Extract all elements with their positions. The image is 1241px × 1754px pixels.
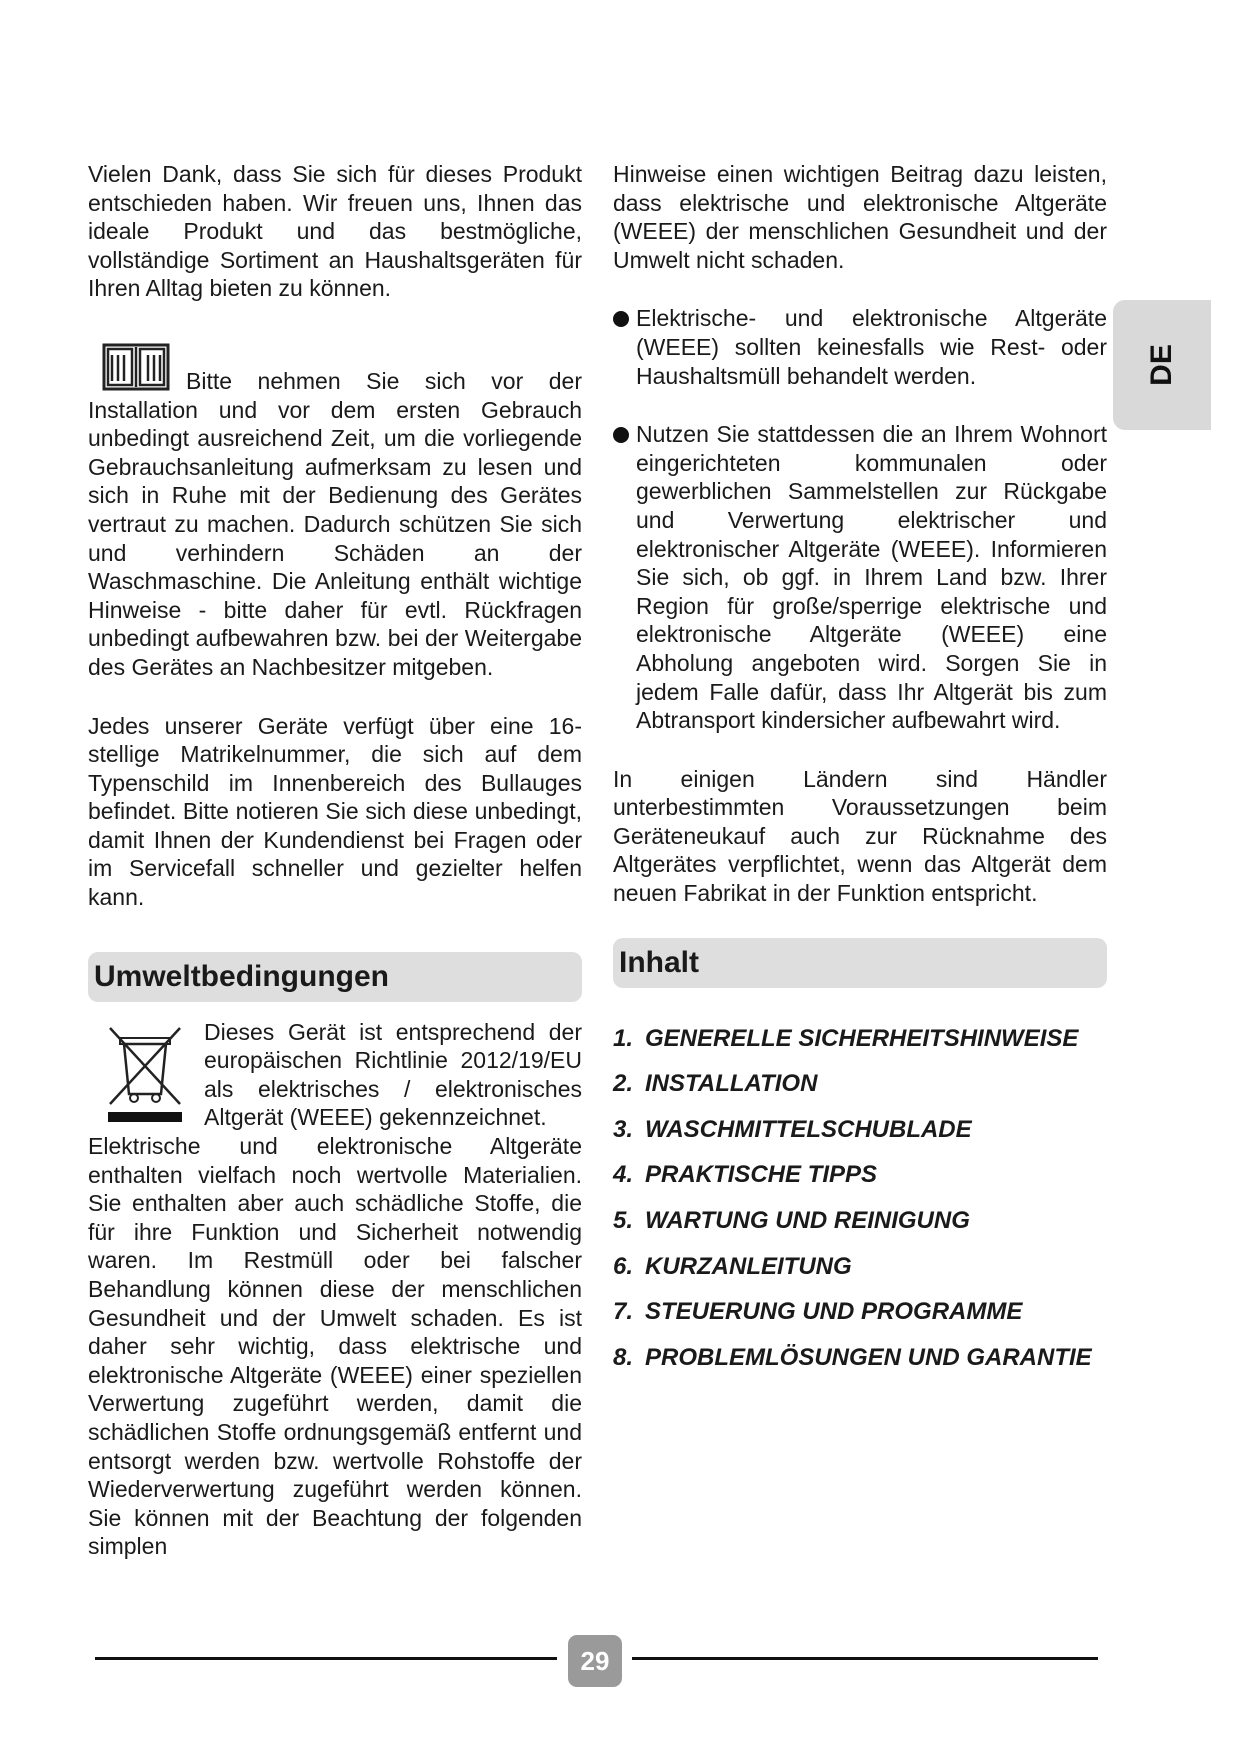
bullet-dot-icon <box>613 311 629 327</box>
table-of-contents <box>613 1016 1107 1381</box>
bullet-item <box>613 420 1107 735</box>
bullet-dot-icon <box>613 427 629 443</box>
toc-item[interactable]: 2. INSTALLATION <box>613 1070 818 1098</box>
page-number: 29 <box>568 1635 622 1687</box>
intro-paragraph-1: Vielen Dank, dass Sie sich für dieses Produkt entschieden haben. Wir freuen uns, Ihnen das ideale Produkt und das bestmögliche, vollständige Sortiment an Haushaltsgeräten für Ihren Alltag bieten zu können. <box>88 161 582 302</box>
toc-item[interactable]: 1. GENERELLE SICHERHEITSHINWEISE <box>613 1024 1079 1052</box>
toc-item[interactable]: 4. PRAKTISCHE TIPPS <box>613 1161 878 1189</box>
right-column <box>613 160 1107 1380</box>
footer-rule-right <box>632 1657 1098 1660</box>
weee-paragraph: Dieses Gerät ist entsprechend der europäischen Richtlinie 2012/19/EU als elektrisches / elektronisches Altgerät (WEEE) gekennzeichnet. <box>204 1018 582 1131</box>
open-book-icon <box>100 335 172 393</box>
toc-item[interactable]: 5. WARTUNG UND REINIGUNG <box>613 1207 970 1235</box>
manual-notice <box>88 333 582 682</box>
toc-item[interactable]: 3. WASCHMITTELSCHUBLADE <box>613 1115 972 1143</box>
intro-paragraph-3: Jedes unserer Geräte verfügt über eine 16-stellige Matrikelnummer, die sich auf dem Typenschild im Innenbereich des Bullauges befindet. Bitte notieren Sie sich diese unbedingt, damit Ihnen der Kundendienst bei Fragen oder im Servicefall schneller und gezielter helfen kann. <box>88 712 582 911</box>
dealer-paragraph: In einigen Ländern sind Händler unterbestimmten Voraussetzungen beim Geräteneukauf auch zur Rücknahme des Altgerätes verpflichtet, wenn das Altgerät dem neuen Fabrikat in der Funktion entspricht. <box>613 765 1107 907</box>
weee-notice <box>88 1018 582 1132</box>
footer-rule-left <box>95 1657 557 1660</box>
environment-heading: Umweltbedingungen <box>88 952 582 1002</box>
bullet-text-1: Elektrische- und elektronische Altgeräte (WEEE) sollten keinesfalls wie Rest- oder Haushaltsmüll behandelt werden. <box>636 305 1107 389</box>
toc-item[interactable]: 6. KURZANLEITUNG <box>613 1252 852 1280</box>
toc-item[interactable]: 8. PROBLEMLÖSUNGEN UND GARANTIE <box>613 1343 1092 1371</box>
continued-paragraph: Hinweise einen wichtigen Beitrag dazu leisten, dass elektrische und elektronische Altgeräte (WEEE) der menschlichen Gesundheit und der Umwelt nicht schaden. <box>613 161 1107 273</box>
bullet-item <box>613 304 1107 390</box>
toc-item[interactable]: 7. STEUERUNG UND PROGRAMME <box>613 1298 1023 1326</box>
contents-heading: Inhalt <box>613 938 1107 988</box>
crossed-bin-icon <box>106 1024 184 1122</box>
environment-paragraph: Elektrische und elektronische Altgeräte enthalten vielfach noch wertvolle Materialien. Sie enthalten aber auch schädliche Stoffe, die für ihre Funktion und Sicherheit notwendig waren. Im Restmüll oder bei falscher Behandlung können diese der menschlichen Gesundheit und der Umwelt schaden. Es ist daher sehr wichtig, dass elektrische und elektronische Altgeräte (WEEE) einer speziellen Verwertung zugeführt werden, damit die schädlichen Stoffe ordnungsgemäß entfernt und entsorgt werden bzw. wertvolle Rohstoffe der Wiederverwertung zugeführt werden können. Sie können mit der Beachtung der folgenden simplen <box>88 1133 582 1560</box>
left-column <box>88 160 582 1561</box>
intro-paragraph-2: Bitte nehmen Sie sich vor der Installation und vor dem ersten Gebrauch unbedingt ausreichend Zeit, um die vorliegende Gebrauchsanleitung aufmerksam zu lesen und sich in Ruhe mit der Bedienung des Gerätes vertraut zu machen. Dadurch schützen Sie sich und verhindern Schäden an der Waschmaschine. Die Anleitung enthält wichtige Hinweise - bitte daher für evtl. Rückfragen unbedingt aufbewahren bzw. bei der Weitergabe des Gerätes an Nachbesitzer mitgeben. <box>88 367 582 680</box>
language-label: DE <box>1145 344 1178 386</box>
bullet-text-2: Nutzen Sie stattdessen die an Ihrem Wohnort eingerichteten kommunalen oder gewerblichen Sammelstellen zur Rückgabe und Verwertung elektrischer und elektronischer Altgeräte (WEEE). Informieren Sie sich, ob ggf. in Ihrem Land bzw. Ihrer Region für große/sperrige elektrische und elektronische Altgeräte (WEEE) eine Abholung angeboten wird. Sorgen Sie in jedem Falle dafür, dass Ihr Altgerät bis zum Abtransport kindersicher aufbewahrt wird. <box>636 421 1107 734</box>
language-tab <box>1113 300 1211 430</box>
